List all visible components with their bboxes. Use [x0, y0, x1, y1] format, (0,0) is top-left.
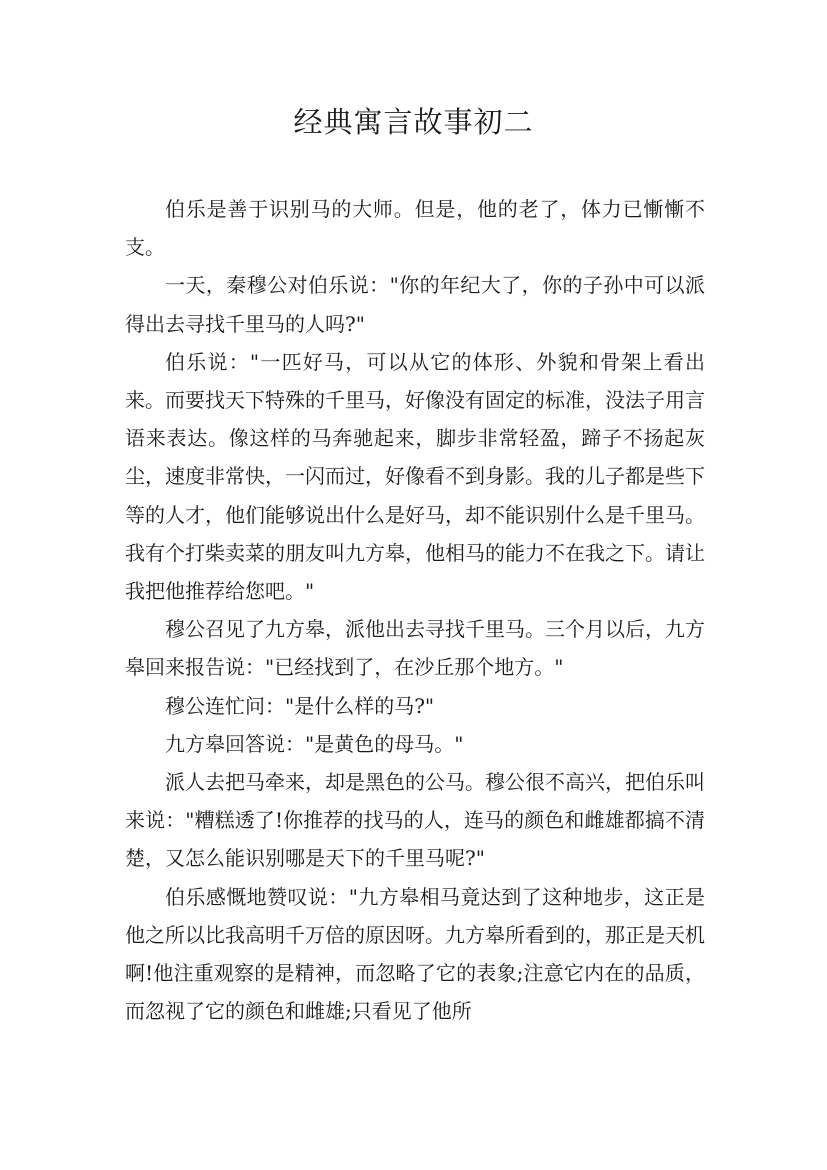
document-body — [125, 190, 705, 1030]
paragraph: 一天，秦穆公对伯乐说："你的年纪大了，你的子孙中可以派得出去寻找千里马的人吗?" — [125, 273, 705, 336]
paragraph: 伯乐是善于识别马的大师。但是，他的老了，体力已慚慚不支。 — [125, 197, 705, 260]
paragraph: 派人去把马牵来，却是黑色的公马。穆公很不高兴，把伯乐叫来说："糟糕透了!你推荐的找马的人，连马的颜色和雌雄都搞不清楚，又怎么能识别哪是天下的千里马呢?" — [125, 770, 705, 871]
paragraph: 伯乐说："一匹好马，可以从它的体形、外貌和骨架上看出来。而要找天下特殊的千里马，好像没有固定的标准，没法子用言语来表达。像这样的马奔驰起来，脚步非常轻盈，蹄子不扬起灰尘，速度非常快，一闪而过，好像看不到身影。我的儿子都是些下等的人才，他们能够说出什么是好马，却不能识别什么是千里马。我有个打柴卖菜的朋友叫九方皋，他相马的能力不在我之下。请让我把他推荐给您吧。" — [125, 349, 705, 604]
document-title: 经典寓言故事初二 — [293, 105, 534, 139]
paragraph: 穆公连忙问："是什么样的马?" — [165, 693, 435, 718]
paragraph: 伯乐感慨地赞叹说："九方皋相马竟达到了这种地步，这正是他之所以比我高明千万倍的原因呀。九方皋所看到的，那正是天机啊!他注重观察的是精神，而忽略了它的表象;注意它内在的品质，而忽视了它的颜色和雌雄;只看见了他所 — [125, 884, 705, 1024]
paragraph: 穆公召见了九方皋，派他出去寻找千里马。三个月以后，九方皋回来报告说："已经找到了，在沙丘那个地方。" — [125, 617, 705, 680]
paragraph: 九方皋回答说："是黄色的母马。" — [165, 731, 464, 756]
